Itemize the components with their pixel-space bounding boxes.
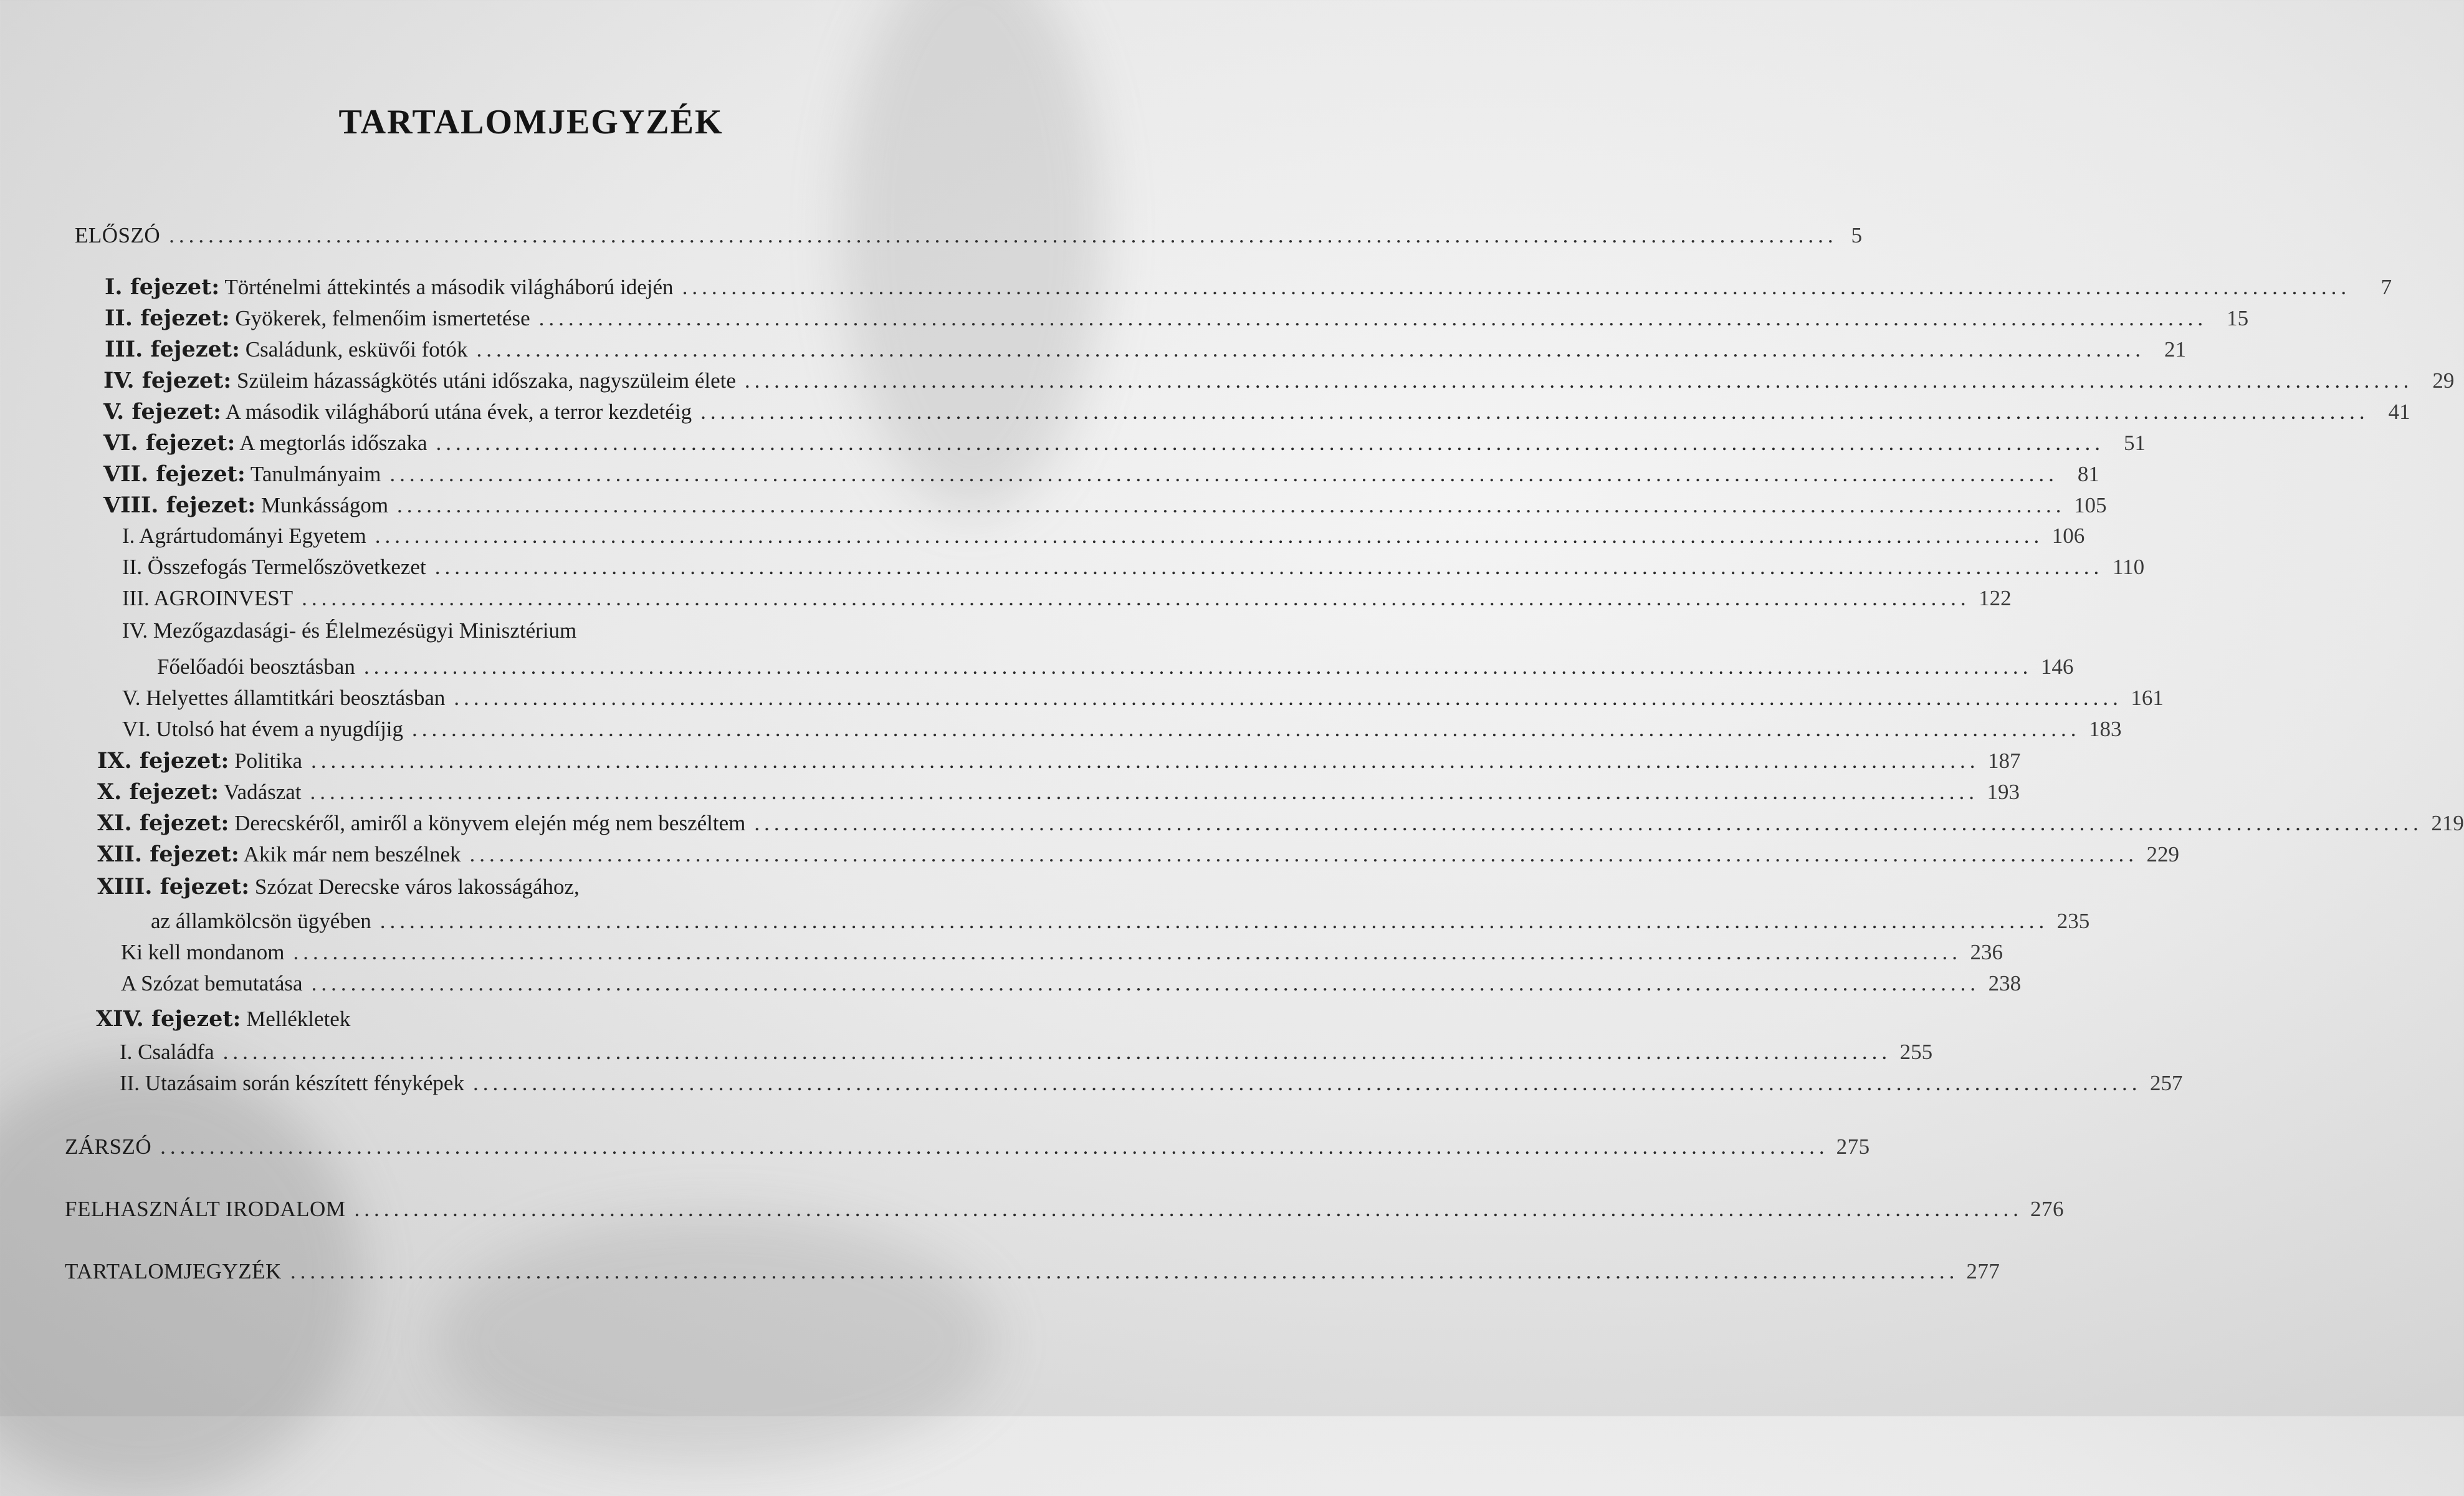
dot-leader: .......................................................................................................................................................................... bbox=[293, 940, 1962, 964]
page-number: 183 bbox=[2089, 717, 2122, 741]
page-number: 105 bbox=[2074, 493, 2107, 517]
page-number: 235 bbox=[2056, 909, 2090, 933]
dot-leader: .......................................................................................................................................................................... bbox=[538, 306, 2208, 330]
dot-leader: .......................................................................................................................................................................... bbox=[310, 780, 1979, 804]
toc-entry-chapter bbox=[103, 430, 2146, 458]
toc-label: TARTALOMJEGYZÉK bbox=[65, 1259, 282, 1283]
chapter-number: VIII. fejezet: bbox=[103, 492, 256, 518]
page-number: 5 bbox=[1851, 223, 1863, 247]
subsection-title: VI. Utolsó hat évem a nyugdíjig bbox=[122, 717, 404, 741]
page-number: 277 bbox=[1966, 1259, 2000, 1283]
page-number: 219 bbox=[2431, 811, 2464, 835]
chapter-number: I. fejezet: bbox=[105, 274, 220, 300]
page-title: TARTALOMJEGYZÉK bbox=[338, 103, 723, 141]
chapter-title: Történelmi áttekintés a második világháború idején bbox=[224, 275, 674, 299]
chapter-number: VI. fejezet: bbox=[103, 430, 236, 456]
chapter-number: V. fejezet: bbox=[103, 399, 221, 424]
subsection-title: IV. Mezőgazdasági- és Élelmezésügyi Minisztérium bbox=[122, 618, 577, 643]
background-shadow bbox=[436, 1216, 997, 1465]
dot-leader: .......................................................................................................................................................................... bbox=[363, 654, 2033, 679]
dot-leader: .......................................................................................................................................................................... bbox=[169, 223, 1838, 247]
toc-entry-chapter bbox=[105, 305, 2249, 333]
toc-entry-tartalomjegyzek bbox=[65, 1259, 2000, 1287]
dot-leader: .......................................................................................................................................................................... bbox=[754, 811, 2423, 835]
page-number: 229 bbox=[2146, 842, 2179, 866]
dot-leader: .......................................................................................................................................................................... bbox=[472, 1071, 2142, 1095]
subsection-title: I. Családfa bbox=[120, 1040, 214, 1064]
chapter-number: IX. fejezet: bbox=[97, 748, 229, 774]
page-number: 41 bbox=[2388, 400, 2410, 424]
chapter-title: Szózat Derecske város lakosságához, bbox=[254, 875, 580, 899]
page-number: 81 bbox=[2077, 462, 2099, 486]
toc-entry-chapter bbox=[103, 368, 2455, 395]
toc-entry-chapter bbox=[97, 748, 2021, 775]
page-number: 257 bbox=[2149, 1071, 2183, 1095]
page-number: 275 bbox=[1836, 1134, 1870, 1159]
page-number: 255 bbox=[1899, 1040, 1933, 1064]
toc-entry-chapter bbox=[105, 337, 2187, 364]
page-number: 193 bbox=[1987, 780, 2020, 804]
page-number: 122 bbox=[1979, 586, 2012, 610]
page-number: 51 bbox=[2124, 431, 2146, 455]
dot-leader: .......................................................................................................................................................................... bbox=[412, 717, 2081, 741]
dot-leader: .......................................................................................................................................................................... bbox=[389, 462, 2058, 486]
toc-entry-subsection bbox=[122, 717, 2122, 744]
chapter-title: Politika bbox=[234, 749, 303, 773]
dot-leader: .......................................................................................................................................................................... bbox=[469, 842, 2138, 866]
subsection-title: III. AGROINVEST bbox=[122, 586, 294, 610]
toc-label: FELHASZNÁLT IRODALOM bbox=[65, 1197, 346, 1221]
chapter-number: III. fejezet: bbox=[105, 337, 240, 362]
toc-entry-subsection bbox=[157, 654, 2074, 682]
subsection-title: II. Összefogás Termelőszövetkezet bbox=[122, 555, 426, 579]
page-number: 161 bbox=[2131, 686, 2164, 710]
dot-leader: .......................................................................................................................................................................... bbox=[160, 1134, 1829, 1159]
page-number: 21 bbox=[2164, 337, 2187, 362]
chapter-title: Gyökerek, felmenőim ismertetése bbox=[235, 306, 530, 330]
toc-entry-subsection bbox=[121, 940, 2003, 967]
toc-entry-subsection bbox=[121, 971, 2022, 999]
toc-entry-subsection bbox=[122, 686, 2164, 713]
dot-leader: .......................................................................................................................................................................... bbox=[311, 749, 1980, 773]
dot-leader: .......................................................................................................................................................................... bbox=[682, 275, 2351, 299]
page-number: 110 bbox=[2112, 555, 2145, 579]
page-number: 238 bbox=[1988, 971, 2022, 995]
chapter-title: Tanulmányaim bbox=[250, 462, 381, 486]
dot-leader: .......................................................................................................................................................................... bbox=[222, 1040, 1892, 1064]
dot-leader: .......................................................................................................................................................................... bbox=[375, 524, 2044, 548]
dot-leader: .......................................................................................................................................................................... bbox=[700, 400, 2369, 424]
toc-entry-chapter bbox=[97, 874, 580, 899]
toc-entry-subsection bbox=[120, 1040, 1933, 1067]
subsection-title: Főelőadói beosztásban bbox=[157, 654, 355, 679]
page-number: 15 bbox=[2227, 306, 2249, 330]
chapter-title: Szüleim házasságkötés utáni időszaka, nagyszüleim élete bbox=[237, 368, 736, 393]
toc-entry-subsection bbox=[120, 1071, 2183, 1098]
chapter-number: X. fejezet: bbox=[97, 779, 219, 805]
toc-entry-zarszo bbox=[65, 1134, 1870, 1162]
toc-entry-subsection bbox=[122, 555, 2145, 582]
page-number: 7 bbox=[2380, 275, 2392, 299]
dot-leader: .......................................................................................................................................................................... bbox=[434, 555, 2104, 579]
chapter-number: VII. fejezet: bbox=[103, 461, 246, 487]
dot-leader: .......................................................................................................................................................................... bbox=[397, 493, 2066, 517]
toc-label: ELŐSZÓ bbox=[75, 223, 161, 247]
chapter-title: Mellékletek bbox=[246, 1007, 351, 1031]
toc-entry-chapter bbox=[97, 810, 2464, 838]
toc-entry-chapter bbox=[103, 492, 2107, 520]
chapter-number: XIII. fejezet: bbox=[97, 874, 250, 899]
chapter-title: Akik már nem beszélnek bbox=[243, 842, 461, 866]
toc-label: ZÁRSZÓ bbox=[65, 1134, 152, 1159]
toc-entry-chapter bbox=[105, 274, 2392, 302]
toc-entry-subsection bbox=[122, 524, 2085, 551]
toc-entry-chapter bbox=[97, 842, 2179, 869]
toc-entry-subsection bbox=[151, 909, 2090, 936]
subsection-title: I. Agrártudományi Egyetem bbox=[122, 524, 366, 548]
toc-entry-chapter bbox=[103, 461, 2099, 489]
subsection-title: V. Helyettes államtitkári beosztásban bbox=[122, 686, 446, 710]
chapter-number: IV. fejezet: bbox=[103, 368, 232, 393]
dot-leader: .......................................................................................................................................................................... bbox=[380, 909, 2049, 933]
chapter-title: Családunk, esküvői fotók bbox=[245, 337, 468, 362]
toc-entry-chapter bbox=[96, 1006, 350, 1032]
dot-leader: .......................................................................................................................................................................... bbox=[476, 337, 2146, 362]
toc-entry-subsection bbox=[122, 586, 2012, 613]
toc-entry-irodalom bbox=[65, 1197, 2064, 1224]
chapter-number: XI. fejezet: bbox=[97, 810, 229, 836]
page-number: 236 bbox=[1970, 940, 2003, 964]
page-number: 106 bbox=[2051, 524, 2085, 548]
subsection-title: II. Utazásaim során készített fényképek bbox=[120, 1071, 464, 1095]
dot-leader: .......................................................................................................................................................................... bbox=[744, 368, 2414, 393]
page-number: 276 bbox=[2030, 1197, 2064, 1221]
toc-entry-chapter bbox=[103, 399, 2410, 426]
toc-entry-chapter bbox=[97, 779, 2020, 807]
dot-leader: .......................................................................................................................................................................... bbox=[436, 431, 2105, 455]
chapter-title: A második világháború utána évek, a terror kezdetéig bbox=[225, 400, 692, 424]
chapter-title: A megtorlás időszaka bbox=[239, 431, 427, 455]
dot-leader: .......................................................................................................................................................................... bbox=[302, 586, 1970, 610]
page-number: 29 bbox=[2432, 368, 2455, 393]
dot-leader: .......................................................................................................................................................................... bbox=[354, 1197, 2023, 1221]
chapter-number: XIV. fejezet: bbox=[96, 1006, 241, 1032]
chapter-title: Derecskéről, amiről a könyvem elején még nem beszéltem bbox=[234, 811, 746, 835]
page-number: 146 bbox=[2040, 654, 2074, 679]
subsection-title: az államkölcsön ügyében bbox=[151, 909, 371, 933]
chapter-title: Vadászat bbox=[224, 780, 302, 804]
dot-leader: .......................................................................................................................................................................... bbox=[311, 971, 1980, 995]
subsection-title: A Szózat bemutatása bbox=[121, 971, 303, 995]
chapter-number: XII. fejezet: bbox=[97, 842, 239, 867]
dot-leader: .......................................................................................................................................................................... bbox=[454, 686, 2123, 710]
toc-entry-eloszo bbox=[75, 223, 1863, 251]
page-number: 187 bbox=[1988, 749, 2021, 773]
chapter-title: Munkásságom bbox=[260, 493, 389, 517]
subsection-title: Ki kell mondanom bbox=[121, 940, 285, 964]
dot-leader: .......................................................................................................................................................................... bbox=[290, 1259, 1959, 1283]
chapter-number: II. fejezet: bbox=[105, 305, 230, 331]
